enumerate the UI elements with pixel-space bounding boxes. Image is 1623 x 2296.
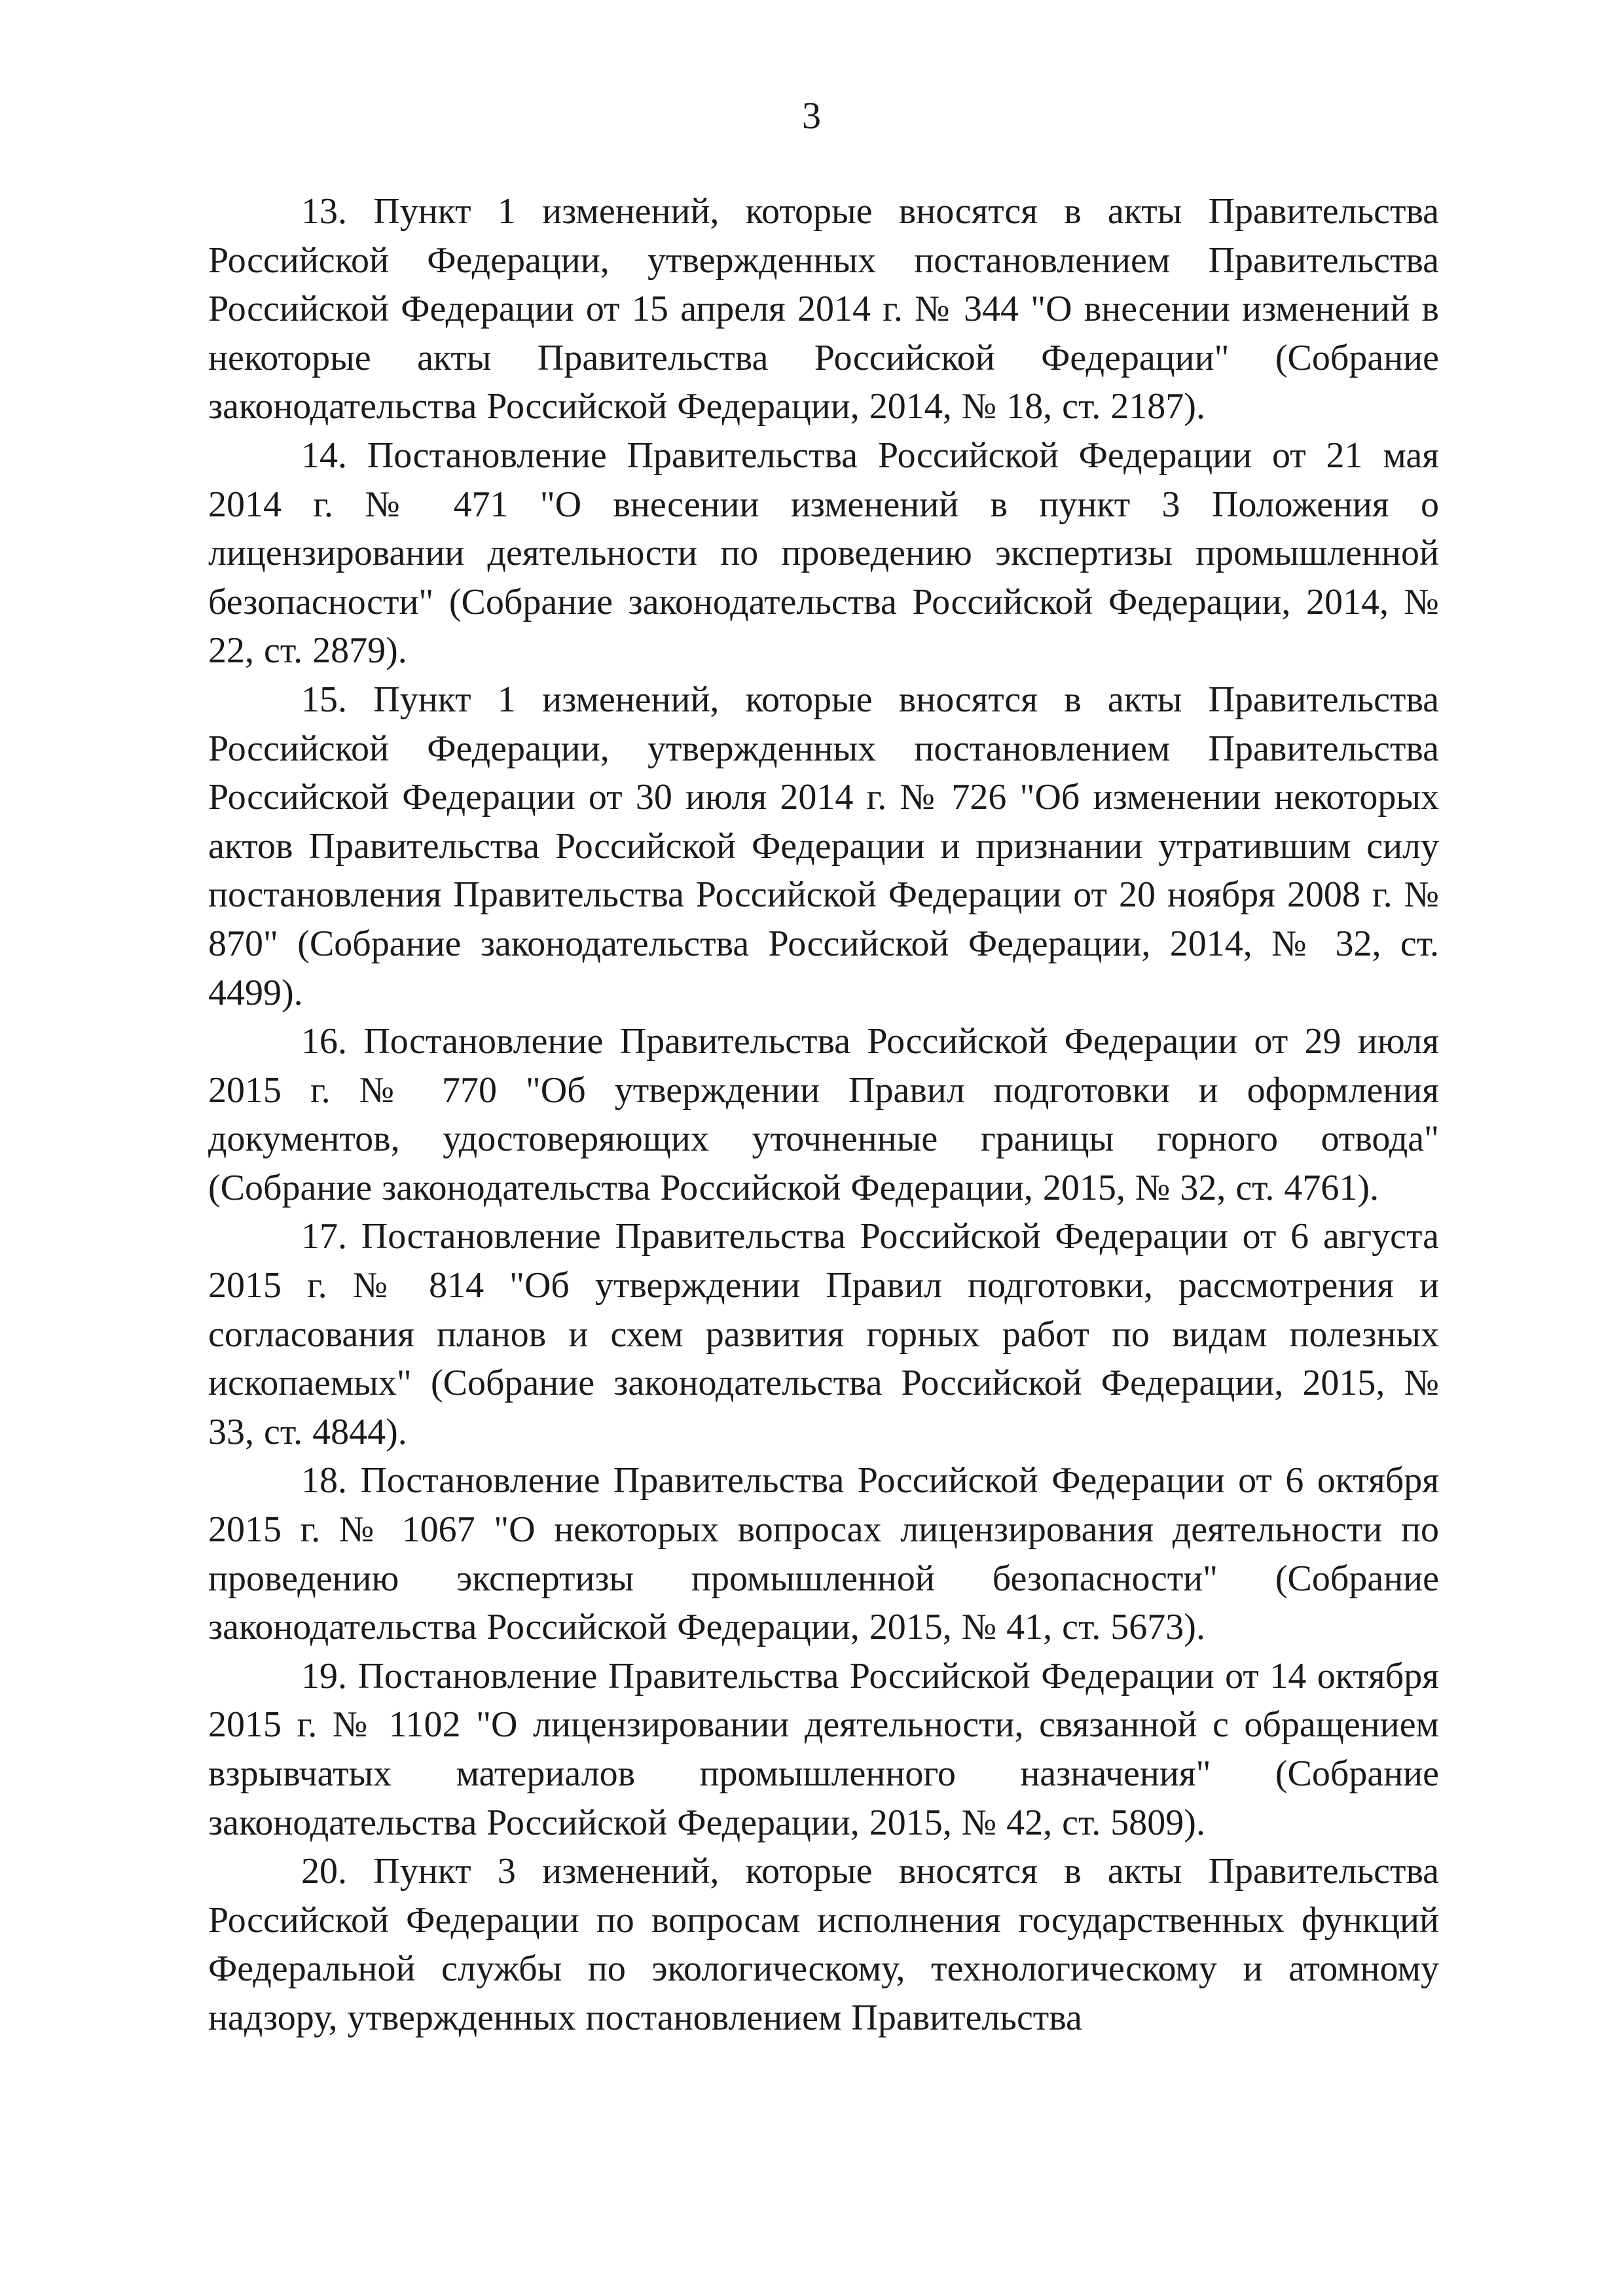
document-body xyxy=(208,187,1439,2043)
list-item-20: 20. Пункт 3 изменений, которые вносятся в акты Правительства Российской Федерации по вопросам исполнения государственных функций Федеральной службы по экологическому, технологическому и атомному надзору, утвержденных постановлением Правительства xyxy=(208,1851,1439,2038)
list-item-18: 18. Постановление Правительства Российской Федерации от 6 октября 2015 г. № 1067 "О некоторых вопросах лицензирования деятельности по проведению экспертизы промышленной безопасности" (Собрание законодательства Российской Федерации, 2015, № 41, ст. 5673). xyxy=(208,1460,1439,1648)
list-item-15: 15. Пункт 1 изменений, которые вносятся в акты Правительства Российской Федерации, утвержденных постановлением Правительства Российской Федерации от 30 июля 2014 г. № 726 "Об изменении некоторых актов Правительства Российской Федерации и признании утратившим силу постановления Правительства Российской Федерации от 20 ноября 2008 г. № 870" (Собрание законодательства Российской Федерации, 2014, № 32, ст. 4499). xyxy=(208,679,1439,1013)
list-item-13: 13. Пункт 1 изменений, которые вносятся в акты Правительства Российской Федерации, утвержденных постановлением Правительства Российской Федерации от 15 апреля 2014 г. № 344 "О внесении изменений в некоторые акты Правительства Российской Федерации" (Собрание законодательства Российской Федерации, 2014, № 18, ст. 2187). xyxy=(208,191,1439,427)
list-item-19: 19. Постановление Правительства Российской Федерации от 14 октября 2015 г. № 1102 "О лицензировании деятельности, связанной с обращением взрывчатых материалов промышленного назначения" (Собрание законодательства Российской Федерации, 2015, № 42, ст. 5809). xyxy=(208,1655,1439,1843)
list-item-16: 16. Постановление Правительства Российской Федерации от 29 июля 2015 г. № 770 "Об утверждении Правил подготовки и оформления документов, удостоверяющих уточненные границы горного отвода" (Собрание законодательства Российской Федерации, 2015, № 32, ст. 4761). xyxy=(208,1021,1439,1208)
list-item-17: 17. Постановление Правительства Российской Федерации от 6 августа 2015 г. № 814 "Об утверждении Правил подготовки, рассмотрения и согласования планов и схем развития горных работ по видам полезных ископаемых" (Собрание законодательства Российской Федерации, 2015, № 33, ст. 4844). xyxy=(208,1216,1439,1452)
list-item-14: 14. Постановление Правительства Российской Федерации от 21 мая 2014 г. № 471 "О внесении изменений в пункт 3 Положения о лицензировании деятельности по проведению экспертизы промышленной безопасности" (Собрание законодательства Российской Федерации, 2014, № 22, ст. 2879). xyxy=(208,435,1439,672)
page-number: 3 xyxy=(802,94,821,137)
